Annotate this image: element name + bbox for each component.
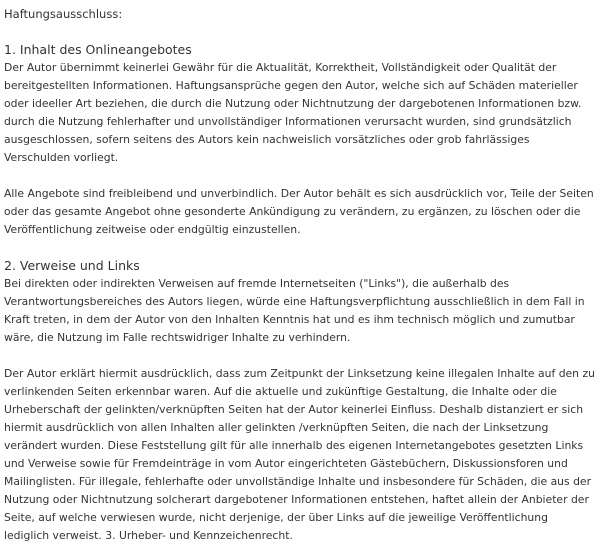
page-title: Haftungsausschluss: (4, 7, 123, 21)
section-heading-content: 1. Inhalt des Onlineangebotes (4, 42, 192, 57)
paragraph-link-disclaimer: Der Autor erklärt hiermit ausdrücklich, dass zum Zeitpunkt der Linksetzung keine illegalen Inhalte auf den zu verlinkenden Seiten erkennbar waren. Auf die aktuelle und zukünftige Gestaltung, die Inhalte oder die Urheberschaft der gelinkten/verknüpften Seiten hat der Autor keinerlei Einfluss. Deshalb distanziert er sich hiermit ausdrücklich von allen Inhalten aller gelinkten /verknüpften Seiten, die nach der Linksetzung verändert wurden. Diese Feststellung gilt für alle innerhalb des eigenen Internetangebotes gesetzten Links und Verweise sowie für Fremdeinträge in vom Autor eingerichteten Gästebüchern, Diskussionsforen und Mailinglisten. Für illegale, fehlerhafte oder unvollständige Inhalte und insbesondere für Schäden, die aus der Nutzung oder Nichtnutzung solcherart dargebotener Informationen entstehen, haftet allein der Anbieter der Seite, auf welche verwiesen wurde, nicht derjenige, der über Links auf die jeweilige Veröffentlichung lediglich verweist. 3. Urheber- und Kennzeichenrecht. (4, 367, 595, 542)
paragraph-external-links: Bei direkten oder indirekten Verweisen auf fremde Internetseiten ("Links"), die außerhalb des Verantwortungsbereiches des Autors liegen, würde eine Haftungsverpflichtung ausschließlich in dem Fall in Kraft treten, in dem der Autor von den Inhalten Kenntnis hat und es ihm technisch möglich und zumutbar wäre, die Nutzung im Falle rechtswidriger Inhalte zu verhindern. (4, 277, 585, 344)
paragraph-offers: Alle Angebote sind freibleibend und unverbindlich. Der Autor behält es sich ausdrücklich vor, Teile der Seiten oder das gesamte Angebot ohne gesonderte Ankündigung zu verändern, zu ergänzen, zu löschen oder die Veröffentlichung zeitweise oder endgültig einzustellen. (4, 187, 594, 236)
spacer (4, 23, 596, 41)
section-heading-links: 2. Verweise und Links (4, 258, 140, 273)
spacer (4, 167, 596, 185)
spacer (4, 239, 596, 257)
paragraph-liability-content: Der Autor übernimmt keinerlei Gewähr für die Aktualität, Korrektheit, Vollständigkeit oder Qualität der bereitgestellten Informationen. Haftungsansprüche gegen den Autor, welche sich auf Schäden materieller oder ideeller Art beziehen, die durch die Nutzung oder Nichtnutzung der dargebotenen Informationen bzw. durch die Nutzung fehlerhafter und unvollständiger Informationen verursacht wurden, sind grundsätzlich ausgeschlossen, sofern seitens des Autors kein nachweislich vorsätzliches oder grob fahrlässiges Verschulden vorliegt. (4, 61, 582, 164)
spacer (4, 347, 596, 365)
